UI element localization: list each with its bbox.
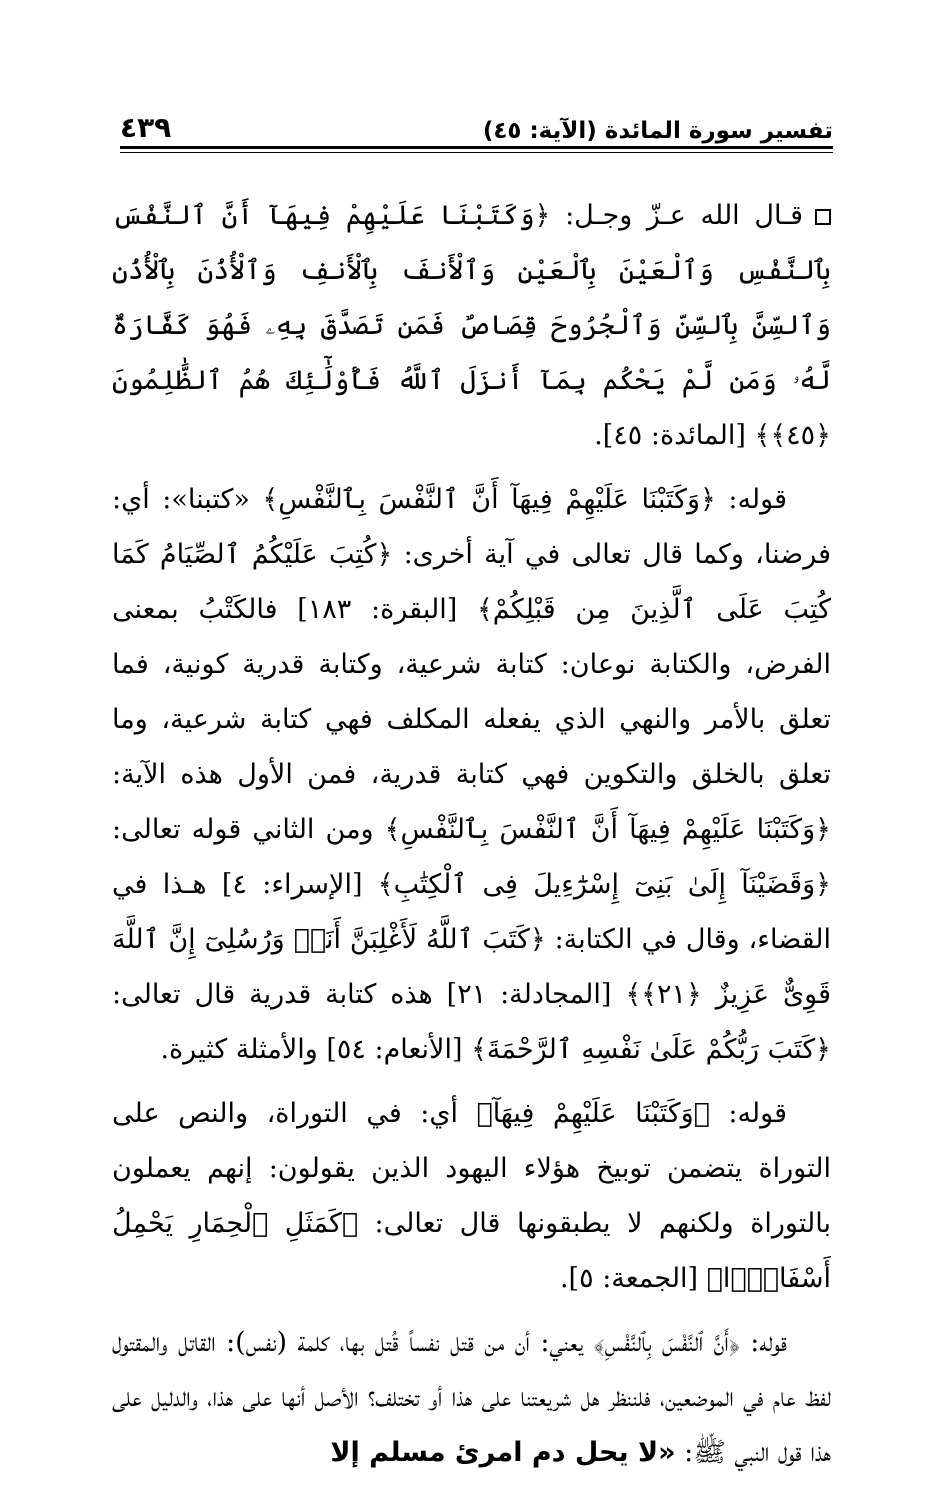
verse-intro: قـال الله عـزّ وجـل: (565, 200, 803, 231)
header-rule-thin (120, 152, 833, 153)
page-header (120, 100, 833, 144)
verse-reference: [المائدة: ٤٥]. (594, 420, 746, 451)
paragraph-nafs (112, 1315, 831, 1480)
page-number: ٤٣٩ (120, 111, 172, 144)
running-title: تفسير سورة المائدة (الآية: ٤٥) (482, 118, 833, 144)
paragraph-verse-intro (112, 188, 831, 463)
paragraph-nafs-text: قوله: ﴿أَنَّ ٱلنَّفْسَ بِٱلنَّفْسِ﴾ يعني: أن من قتل نفساً قُتل بها، كلمة (نفس): القاتل والمقتول لفظ عام في الموضعين، فلننظر هل شريعتنا على هذا أو تختلف؟ الأصل أنها على هذا، والدليل على هذا قول النبي ﷺ: (112, 1327, 831, 1468)
paragraph-kataba: قوله: ﴿وَكَتَبْنَا عَلَيْهِمْ فِيهَآ أَنَّ ٱلنَّفْسَ بِٱلنَّفْسِ﴾ «كتبنا»: أي: فرضنا، وكما قال تعالى في آية أخرى: ﴿كُتِبَ عَلَيْكُمُ ٱلصِّيَامُ كَمَا كُتِبَ عَلَى ٱلَّذِينَ مِن قَبْلِكُمْ﴾ [البقرة: ١٨٣] فالكَتْبُ بمعنى الفرض، والكتابة نوعان: كتابة شرعية، وكتابة قدرية كونية، فما تعلق بالأمر والنهي الذي يفعله المكلف فهي كتابة شرعية، وما تعلق بالخلق والتكوين فهي كتابة قدرية، فمن الأول هذه الآية: ﴿وَكَتَبْنَا عَلَيْهِمْ فِيهَآ أَنَّ ٱلنَّفْسَ بِٱلنَّفْسِ﴾ ومن الثاني قوله تعالى: ﴿وَقَضَيْنَآ إِلَىٰ بَنِىٓ إِسْرَٰٓءِيلَ فِى ٱلْكِتَٰبِ﴾ [الإسراء: ٤] هـذا في القضاء، وقال في الكتابة: ﴿كَتَبَ ٱللَّهُ لَأَغْلِبَنَّ أَنَا۠ وَرُسُلِىٓ إِنَّ ٱللَّهَ قَوِىٌّ عَزِيزٌ ﴿٢١﴾﴾ [المجادلة: ٢١] هذه كتابة قدرية قال تعالى: ﴿كَتَبَ رَبُّكُمْ عَلَىٰ نَفْسِهِ ٱلرَّحْمَةَ﴾ [الأنعام: ٥٤] والأمثلة كثيرة. (112, 484, 832, 1065)
page-body (112, 188, 831, 1489)
square-bullet-icon (815, 209, 831, 225)
hadith-start: «لا يحل دم امرئ مسلم إلا (330, 1437, 676, 1468)
header-rule-thick (120, 146, 833, 149)
verse-text: ﴿وَكَتَبْنَا عَلَيْهِمْ فِيهَآ أَنَّ ٱلنَّفْسَ بِٱلنَّفْسِ وَٱلْعَيْنَ بِٱلْعَيْنِ وَٱلْأَنفَ بِٱلْأَنفِ وَٱلْأُذُنَ بِٱلْأُذُنِ وَٱلسِّنَّ بِٱلسِّنِّ وَٱلْجُرُوحَ قِصَاصٌ فَمَن تَصَدَّقَ بِهِۦ فَهُوَ كَفَّارَةٌ لَّهُۥ وَمَن لَّمْ يَحْكُم بِمَآ أَنزَلَ ٱللَّهُ فَأُوْلَٰٓئِكَ هُمُ ٱلظَّٰلِمُونَ ﴿٤٥﴾﴾ (112, 200, 831, 451)
paragraph-torah: قوله: ﴿وَكَتَبْنَا عَلَيْهِمْ فِيهَآ﴾ أي: في التوراة، والنص على التوراة يتضمن توبيخ هؤلاء اليهود الذين يقولون: إنهم يعملون بالتوراة ولكنهم لا يطبقونها قال تعالى: ﴿كَمَثَلِ ٱلْحِمَارِ يَحْمِلُ أَسْفَارًۢا﴾ [الجمعة: ٥]. (112, 1098, 831, 1294)
